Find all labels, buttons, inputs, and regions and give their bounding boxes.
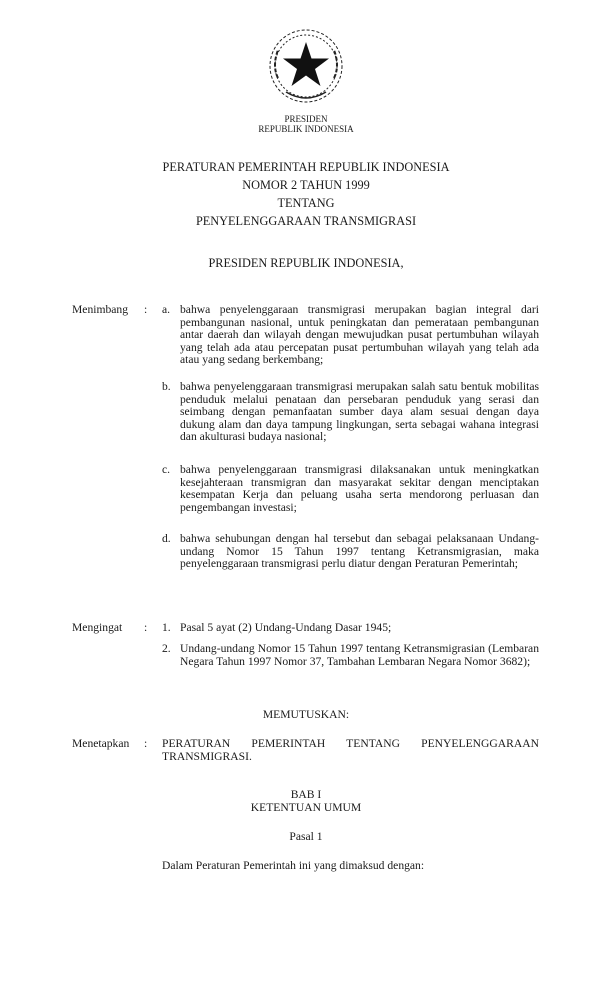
pasal-intro: Dalam Peraturan Pemerintah ini yang dimaksud dengan: — [162, 859, 425, 872]
pasal-heading: Pasal 1 — [289, 830, 323, 843]
mengingat-colon: : — [144, 621, 148, 634]
mengingat-marker-2: 2. — [162, 642, 171, 655]
menimbang-item-b: bahwa penyelenggaraan transmigrasi merupakan salah satu bentuk mobilitas penduduk melalui penataan dan persebaran penduduk yang serasi dan seimbang dengan pemanfaatan sumber daya alam sesuai dengan daya dukung alam dan daya tampung lingkungan, serta sebagai wahana integrasi dan akulturasi budaya nasional; — [180, 380, 539, 444]
menimbang-colon: : — [144, 303, 148, 316]
menimbang-marker-b: b. — [162, 380, 171, 393]
issuer-heading: PRESIDEN REPUBLIK INDONESIA, — [208, 256, 404, 270]
mengingat-label: Mengingat — [72, 621, 123, 634]
menetapkan-colon: : — [144, 737, 148, 750]
regulation-subject: PENYELENGGARAAN TRANSMIGRASI — [195, 214, 417, 228]
mengingat-marker-1: 1. — [162, 621, 171, 634]
bab-number: BAB I — [290, 788, 322, 801]
bab-title: KETENTUAN UMUM — [250, 801, 362, 814]
office-line-1: PRESIDEN — [284, 114, 328, 124]
mengingat-item-2: Undang-undang Nomor 15 Tahun 1997 tentang Ketransmigrasian (Lembaran Negara Tahun 1997 Nomor 37, Tambahan Lembaran Negara Nomor 3682); — [180, 642, 539, 668]
menimbang-item-d: bahwa sehubungan dengan hal tersebut dan sebagai pelaksanaan Undang-undang Nomor 15 Tahun 1997 tentang Ketransmigrasian, maka penyelenggaraan transmigrasi perlu diatur dengan Peraturan Pemerintah; — [180, 532, 539, 571]
menimbang-marker-c: c. — [162, 463, 171, 476]
garuda-star-wreath-icon — [266, 26, 346, 106]
menetapkan-label: Menetapkan — [72, 737, 130, 750]
mengingat-item-1: Pasal 5 ayat (2) Undang-Undang Dasar 1945; — [180, 621, 392, 634]
regulation-number: NOMOR 2 TAHUN 1999 — [242, 178, 370, 192]
menimbang-marker-a: a. — [162, 303, 171, 316]
memutuskan-heading: MEMUTUSKAN: — [262, 708, 350, 721]
menimbang-label: Menimbang — [72, 303, 129, 316]
office-line-2: REPUBLIK INDONESIA — [258, 124, 354, 134]
regulation-tentang: TENTANG — [277, 196, 335, 210]
menetapkan-text: PERATURAN PEMERINTAH TENTANG PENYELENGGARAAN TRANSMIGRASI. — [162, 737, 539, 763]
regulation-title: PERATURAN PEMERINTAH REPUBLIK INDONESIA — [162, 160, 450, 174]
menimbang-marker-d: d. — [162, 532, 171, 545]
menimbang-item-c: bahwa penyelenggaraan transmigrasi dilaksanakan untuk meningkatkan kesejahteraan transmigran dan masyarakat sekitar dengan menciptakan kesempatan Kerja dan peluang usaha serta mendorong perluasan dan pengembangan investasi; — [180, 463, 539, 514]
menimbang-item-a: bahwa penyelenggaraan transmigrasi merupakan bagian integral dari pembangunan nasional, untuk peningkatan dan pemerataan pembangunan antar daerah dan wilayah dengan mewujudkan pusat pertumbuhan wilayah yang telah ada atau percepatan pusat pertumbuhan wilayah yang telah ada atau yang sedang berkembang; — [180, 303, 539, 367]
